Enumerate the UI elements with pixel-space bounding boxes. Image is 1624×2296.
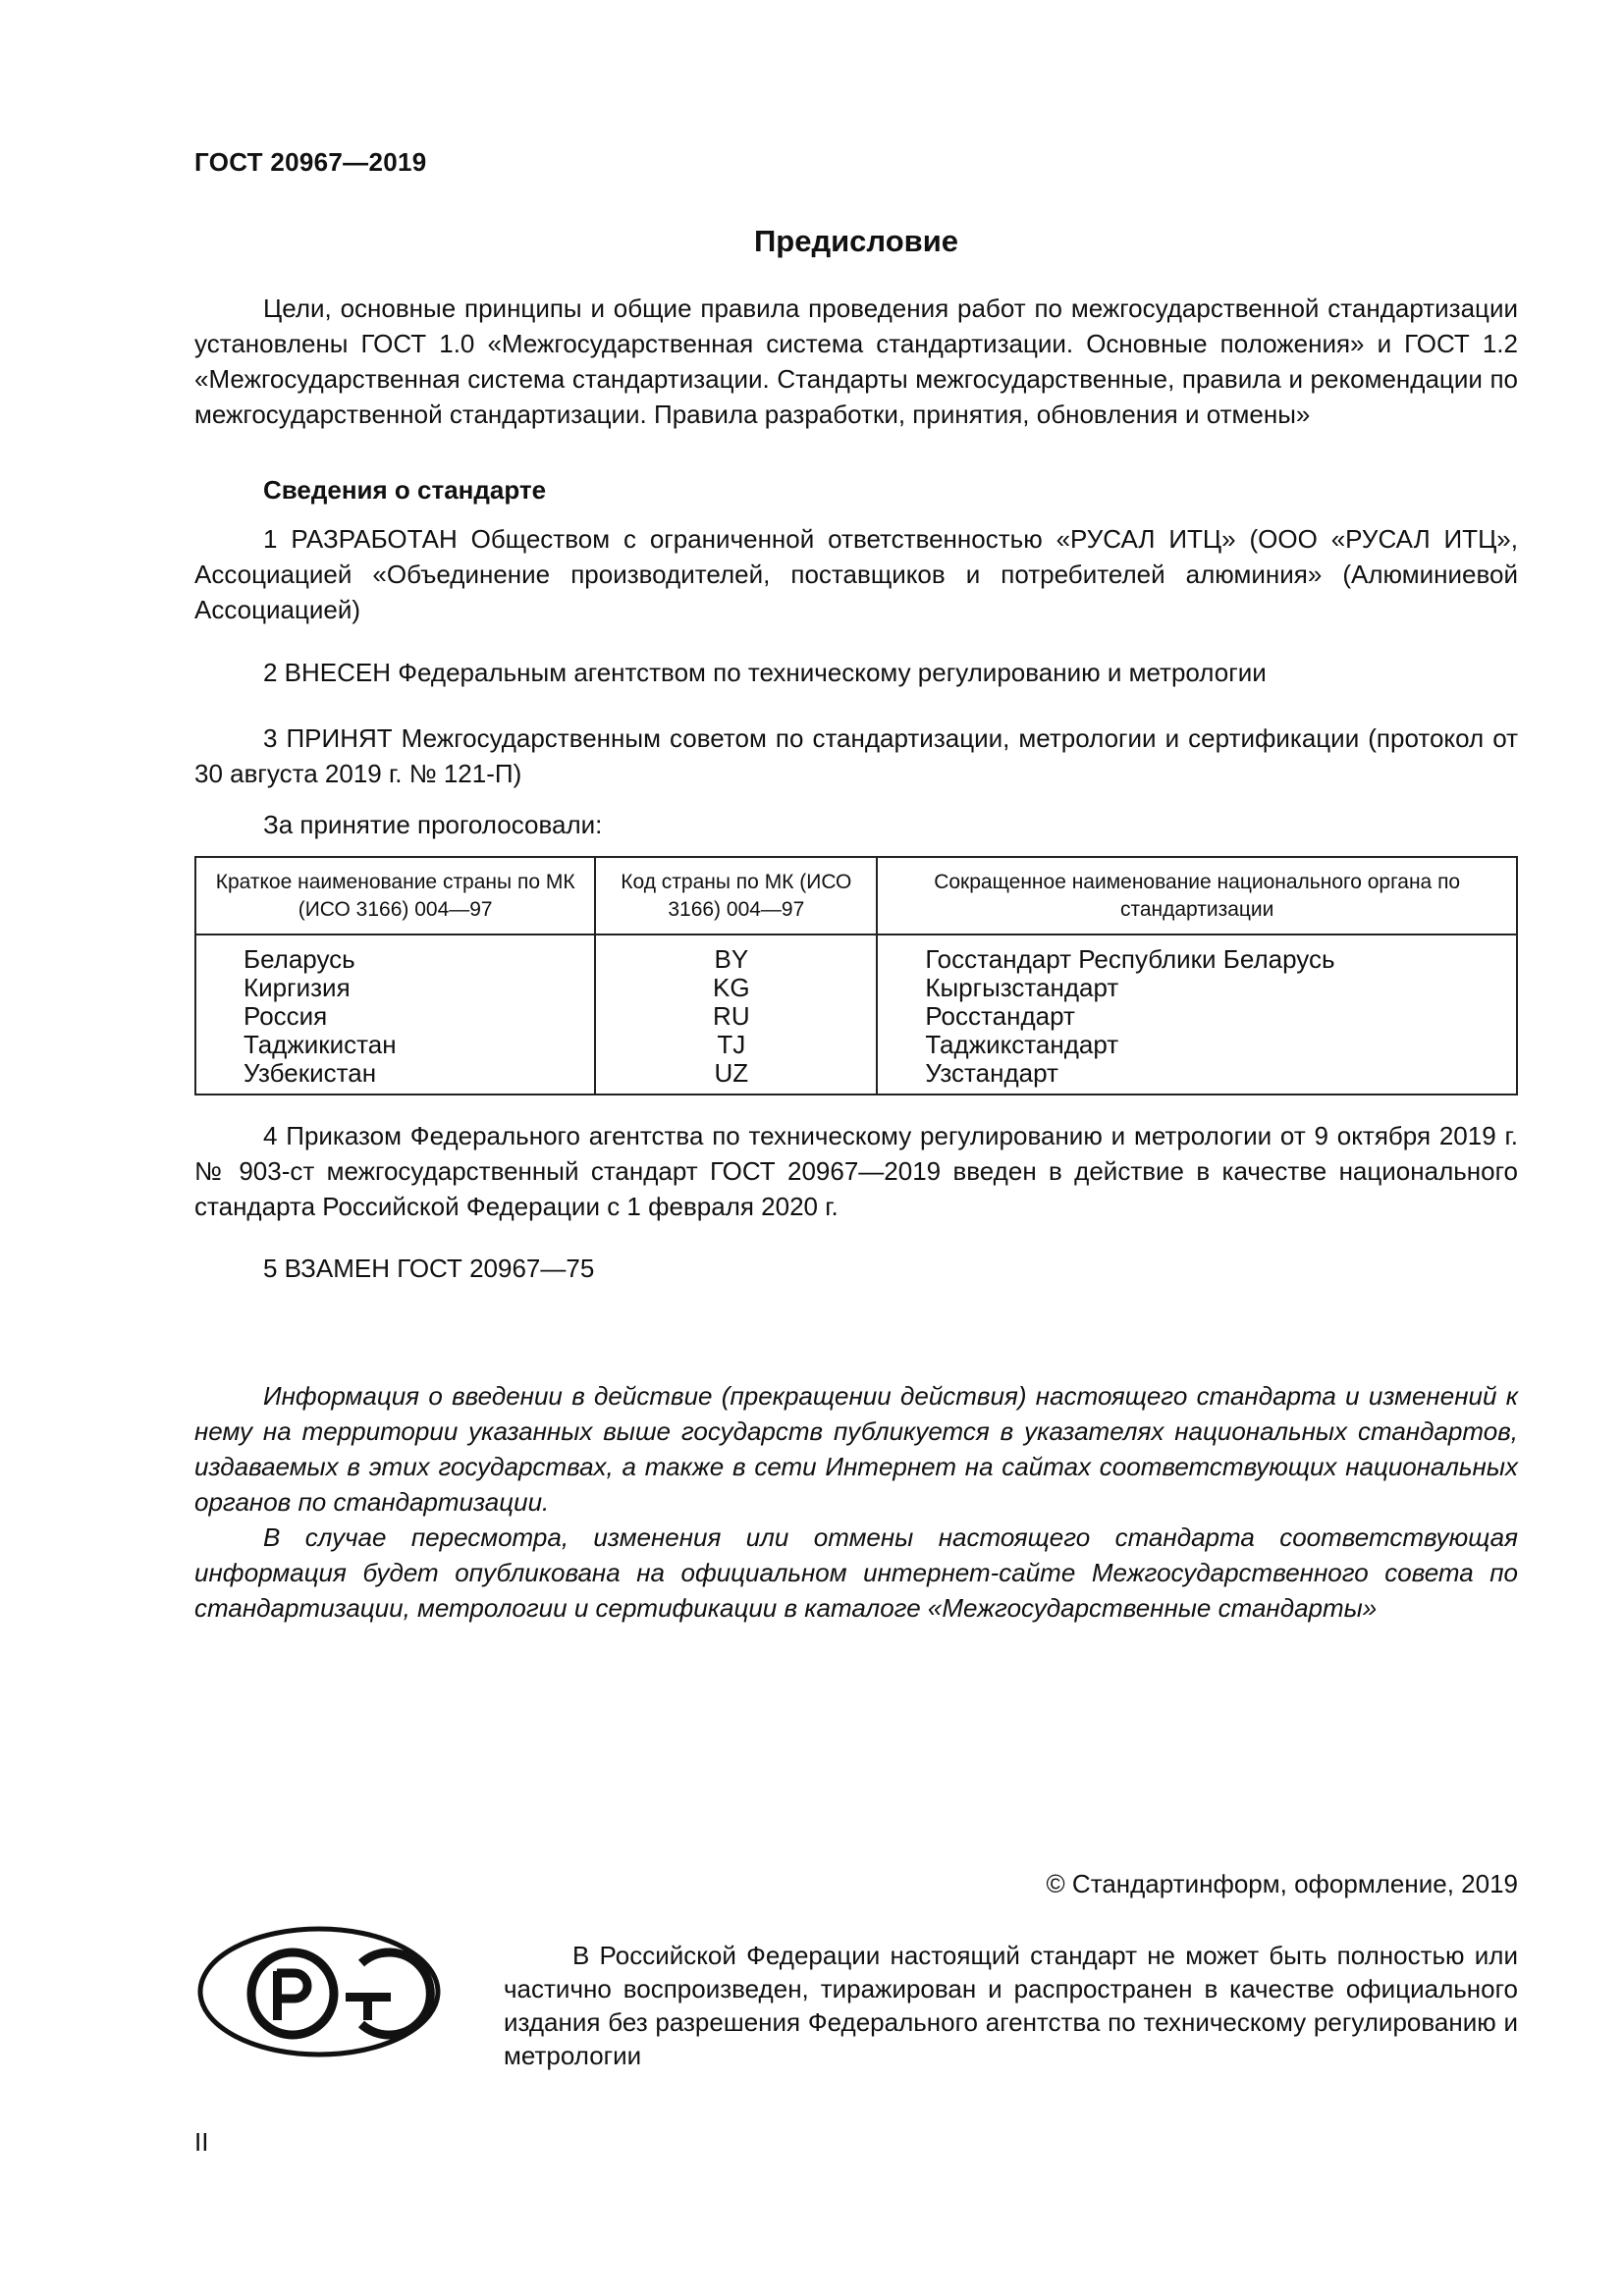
table-body-row [195, 934, 1517, 1095]
table-cell-body: Кыргызстандарт [925, 973, 1119, 1002]
copyright-notice: В Российской Федерации настоящий стандарт не может быть полностью или частично воспроизведен, тиражирован и распространен в качестве официального издания без разрешения Федерального агентства по техническому регулированию и метрологии [504, 1941, 1518, 2070]
page-title: Предисловие [753, 224, 958, 258]
member-states-table [194, 856, 1518, 1095]
body-list [878, 935, 1516, 1094]
table-cell-body: Узстандарт [925, 1058, 1058, 1088]
table-header-row [195, 857, 1517, 934]
italic-info-paragraph: Информация о введении в действие (прекращении действия) настоящего стандарта и изменений к нему на территории указанных выше государств публикуется в указателях национальных стандартов, издаваемых в этих государствах, а также в сети Интернет на сайтах соответствующих национальных органов по стандартизации. [194, 1381, 1518, 1517]
italic-info-paragraph: В случае пересмотра, изменения или отмены настоящего стандарта соответствующая информация будет опубликована на официальном интернет-сайте Межгосударственного совета по стандартизации, метрологии и сертификации в каталоге «Межгосударственные стандарты» [194, 1522, 1518, 1623]
table-cell-code: KG [713, 973, 750, 1002]
table-cell-country: Россия [244, 1001, 328, 1031]
table-cell-country: Узбекистан [244, 1058, 377, 1088]
table-cell-body: Госстандарт Республики Беларусь [925, 944, 1335, 974]
info-heading: Сведения о стандарте [263, 475, 547, 505]
country-list [196, 935, 594, 1094]
item-order: 4 Приказом Федерального агентства по техническому регулированию и метрологии от 9 октября 2019 г. № 903-ст межгосударственный стандарт ГОСТ 20967—2019 введен в действие в качестве национального стандарта Российской Федерации с 1 февраля 2020 г. [194, 1121, 1518, 1221]
table-cell-country: Киргизия [244, 973, 351, 1002]
table-cell-country: Таджикистан [244, 1030, 397, 1059]
table-cell-country: Беларусь [244, 944, 355, 974]
item-replaced: 5 ВЗАМЕН ГОСТ 20967—75 [263, 1254, 595, 1283]
item-adopted: 3 ПРИНЯТ Межгосударственным советом по стандартизации, метрологии и сертификации (протокол от 30 августа 2019 г. № 121-П) [194, 723, 1518, 788]
table-cell-code: BY [714, 944, 749, 974]
document-id-header: ГОСТ 20967—2019 [194, 147, 427, 177]
table-header-country: Краткое наименование страны по МК (ИСО 3166) 004—97 [195, 857, 595, 934]
table-cell-code: RU [713, 1001, 750, 1031]
code-list [596, 935, 876, 1094]
page-number: II [194, 2127, 209, 2157]
table-cell-code: TJ [717, 1030, 746, 1059]
intro-paragraph: Цели, основные принципы и общие правила проведения работ по межгосударственной стандартизации установлены ГОСТ 1.0 «Межгосударственная система стандартизации. Основные положения» и ГОСТ 1.2 «Межгосударственная система стандартизации. Стандарты межгосударственные, правила и рекомендации по межгосударственной стандартизации. Правила разработки, принятия, обновления и отмены» [194, 294, 1518, 429]
table-header-code: Код страны по МК (ИСО 3166) 004—97 [595, 857, 877, 934]
item-introduced: 2 ВНЕСЕН Федеральным агентством по техническому регулированию и метрологии [263, 658, 1267, 687]
copyright-line: © Стандартинформ, оформление, 2019 [1046, 1869, 1518, 1898]
table-cell-body: Таджикстандарт [925, 1030, 1119, 1059]
item-developed: 1 РАЗРАБОТАН Обществом с ограниченной ответственностью «РУСАЛ ИТЦ» (ООО «РУСАЛ ИТЦ», Ассоциацией «Объединение производителей, поставщиков и потребителей алюминия» (Алюминиевой Ассоциацией) [194, 524, 1518, 624]
table-cell-body: Росстандарт [925, 1001, 1075, 1031]
pct-certification-mark-icon [196, 1924, 442, 2059]
voted-label: За принятие проголосовали: [263, 810, 603, 839]
table-header-body: Сокращенное наименование национального органа по стандартизации [877, 857, 1517, 934]
table-cell-code: UZ [714, 1058, 749, 1088]
